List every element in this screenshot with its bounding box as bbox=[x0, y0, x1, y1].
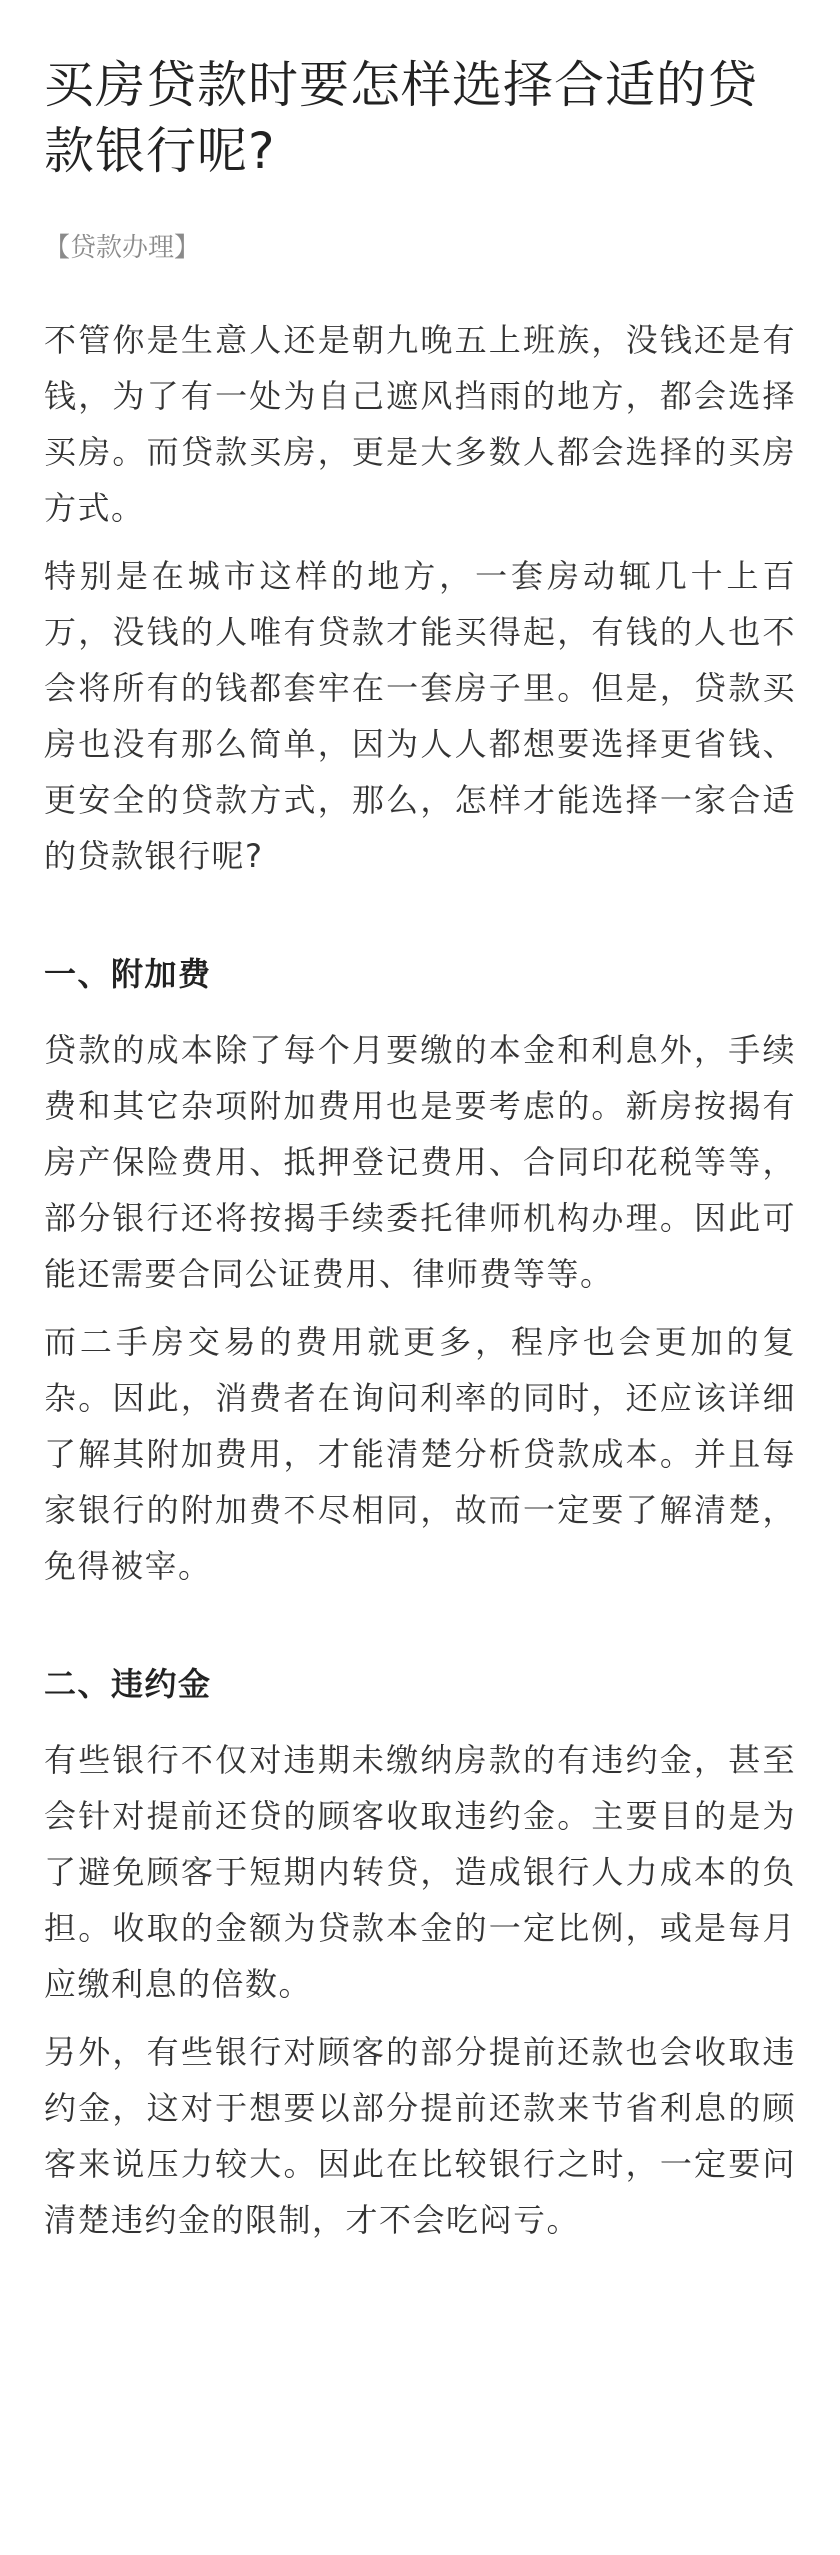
article-body bbox=[44, 312, 796, 2248]
category-tag: 【贷款办理】 bbox=[44, 233, 201, 263]
section-heading-penalty: 二、违约金 bbox=[44, 1665, 212, 1703]
section-heading-fees: 一、附加费 bbox=[44, 955, 212, 993]
intro-paragraph-1: 不管你是生意人还是朝九晚五上班族，没钱还是有钱，为了有一处为自己遮风挡雨的地方，都会选择买房。而贷款买房，更是大多数人都会选择的买房方式。 bbox=[44, 321, 796, 527]
penalty-paragraph-1: 有些银行不仅对违期未缴纳房款的有违约金，甚至会针对提前还贷的顾客收取违约金。主要目的是为了避免顾客于短期内转贷，造成银行人力成本的负担。收取的金额为贷款本金的一定比例，或是每月应缴利息的倍数。 bbox=[44, 1741, 796, 2003]
fees-paragraph-1: 贷款的成本除了每个月要缴的本金和利息外，手续费和其它杂项附加费用也是要考虑的。新房按揭有房产保险费用、抵押登记费用、合同印花税等等，部分银行还将按揭手续委托律师机构办理。因此可能还需要合同公证费用、律师费等等。 bbox=[44, 1031, 796, 1293]
article-title: 买房贷款时要怎样选择合适的贷款银行呢? bbox=[44, 56, 758, 180]
penalty-paragraph-2: 另外，有些银行对顾客的部分提前还款也会收取违约金，这对于想要以部分提前还款来节省利息的顾客来说压力较大。因此在比较银行之时，一定要问清楚违约金的限制，才不会吃闷亏。 bbox=[44, 2033, 796, 2239]
fees-paragraph-2: 而二手房交易的费用就更多，程序也会更加的复杂。因此，消费者在询问利率的同时，还应该详细了解其附加费用，才能清楚分析贷款成本。并且每家银行的附加费不尽相同，故而一定要了解清楚，免得被宰。 bbox=[44, 1323, 796, 1585]
intro-paragraph-2: 特别是在城市这样的地方，一套房动辄几十上百万，没钱的人唯有贷款才能买得起，有钱的人也不会将所有的钱都套牢在一套房子里。但是，贷款买房也没有那么简单，因为人人都想要选择更省钱、更安全的贷款方式，那么，怎样才能选择一家合适的贷款银行呢? bbox=[44, 557, 796, 875]
